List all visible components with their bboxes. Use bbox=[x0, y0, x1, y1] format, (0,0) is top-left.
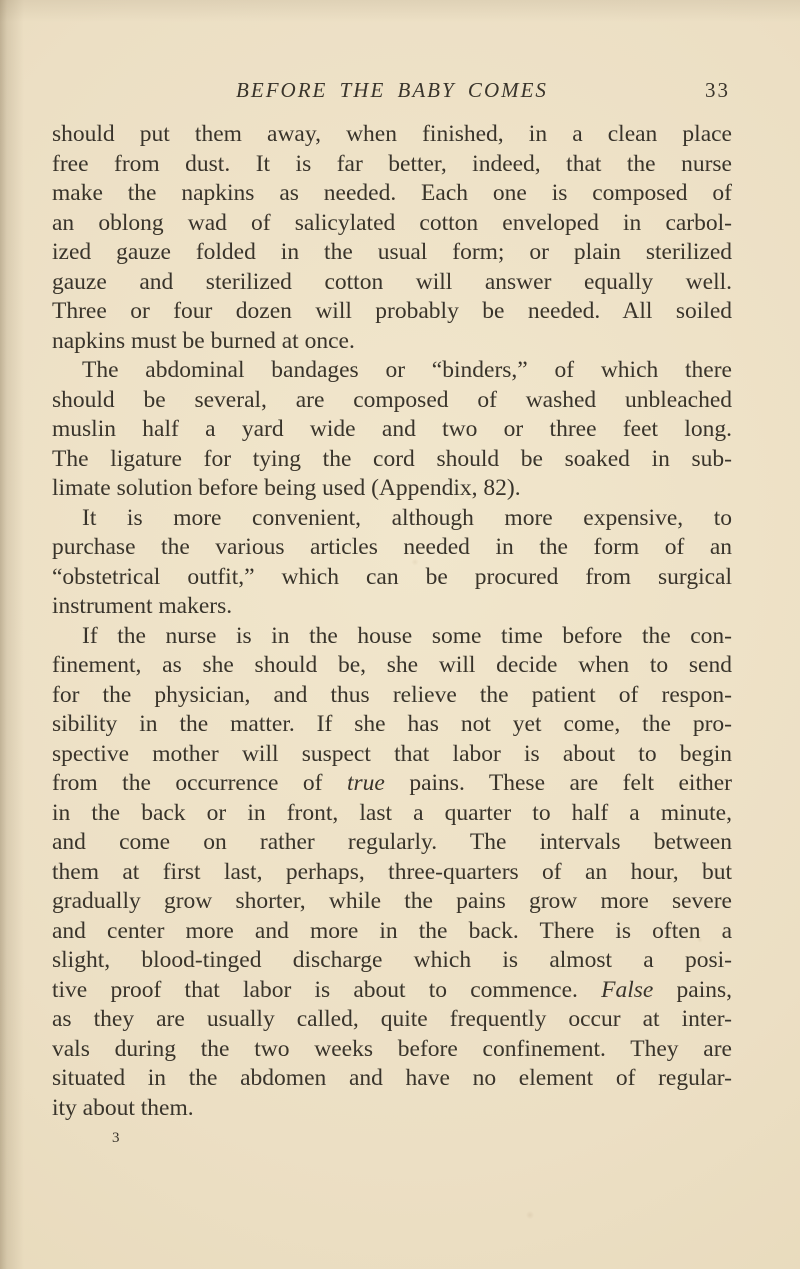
text-line: limate solution before being used (Appendix, 82). bbox=[52, 475, 521, 501]
text-line: an oblong wad of salicylated cotton enveloped in carbol- bbox=[52, 209, 732, 236]
text-line: ity about them. bbox=[52, 1094, 194, 1121]
text-line: for the physician, and thus relieve the patient of respon- bbox=[52, 681, 732, 708]
text-line: gradually grow shorter, while the pains grow more severe bbox=[52, 888, 732, 914]
paragraph bbox=[52, 622, 732, 1124]
text-line: them at first last, perhaps, three-quarters of an hour, but bbox=[52, 858, 732, 885]
paragraph bbox=[52, 356, 732, 504]
text-line: as they are usually called, quite frequently occur at inter- bbox=[52, 1006, 732, 1032]
text-line: Three or four dozen will probably be needed. All soiled bbox=[52, 298, 732, 324]
text-line: make the napkins as needed. Each one is composed of bbox=[52, 180, 732, 206]
text-line: If the nurse is in the house some time before the con- bbox=[82, 622, 732, 649]
text-line: “obstetrical outfit,” which can be procured from surgical bbox=[52, 563, 732, 590]
running-title: BEFORE THE BABY COMES bbox=[236, 78, 548, 102]
text-line: and come on rather regularly. The intervals between bbox=[52, 829, 732, 855]
text-line: vals during the two weeks before confinement. They are bbox=[52, 1035, 732, 1062]
signature-mark: 3 bbox=[112, 1130, 120, 1146]
paragraph bbox=[52, 504, 732, 622]
text-line: tive proof that labor is about to commence. False pains, bbox=[52, 976, 732, 1003]
text-line: The ligature for tying the cord should be soaked in sub- bbox=[52, 445, 732, 472]
italic-text: true bbox=[347, 770, 385, 796]
text-line: purchase the various articles needed in the form of an bbox=[52, 534, 732, 560]
text-line: spective mother will suspect that labor is about to begin bbox=[52, 740, 732, 767]
text-line: free from dust. It is far better, indeed, that the nurse bbox=[52, 150, 732, 177]
text-line: muslin half a yard wide and two or three feet long. bbox=[52, 416, 732, 442]
text-line: ized gauze folded in the usual form; or plain sterilized bbox=[52, 239, 732, 265]
page-header bbox=[52, 78, 732, 108]
text-line: and center more and more in the back. There is often a bbox=[52, 917, 732, 944]
italic-text: False bbox=[601, 976, 654, 1003]
text-line: situated in the abdomen and have no element of regular- bbox=[52, 1065, 732, 1091]
text-line: slight, blood-tinged discharge which is almost a posi- bbox=[52, 947, 732, 973]
text-line: should be several, are composed of washed unbleached bbox=[52, 386, 732, 413]
text-line: sibility in the matter. If she has not yet come, the pro- bbox=[52, 711, 732, 737]
text-line: instrument makers. bbox=[52, 593, 233, 619]
text-line: gauze and sterilized cotton will answer equally well. bbox=[52, 268, 732, 295]
text-line: in the back or in front, last a quarter to half a minute, bbox=[52, 799, 732, 826]
text-line: It is more convenient, although more expensive, to bbox=[82, 504, 732, 531]
page-number: 33 bbox=[705, 78, 730, 102]
text-line: from the occurrence of true pains. These are felt either bbox=[52, 770, 732, 796]
paragraph bbox=[52, 120, 732, 356]
text-line: The abdominal bandages or “binders,” of which there bbox=[82, 357, 732, 383]
text-line: napkins must be burned at once. bbox=[52, 327, 355, 354]
text-line: finement, as she should be, she will decide when to send bbox=[52, 652, 732, 678]
page-body bbox=[52, 120, 732, 1123]
text-line: should put them away, when finished, in a clean place bbox=[52, 121, 732, 147]
